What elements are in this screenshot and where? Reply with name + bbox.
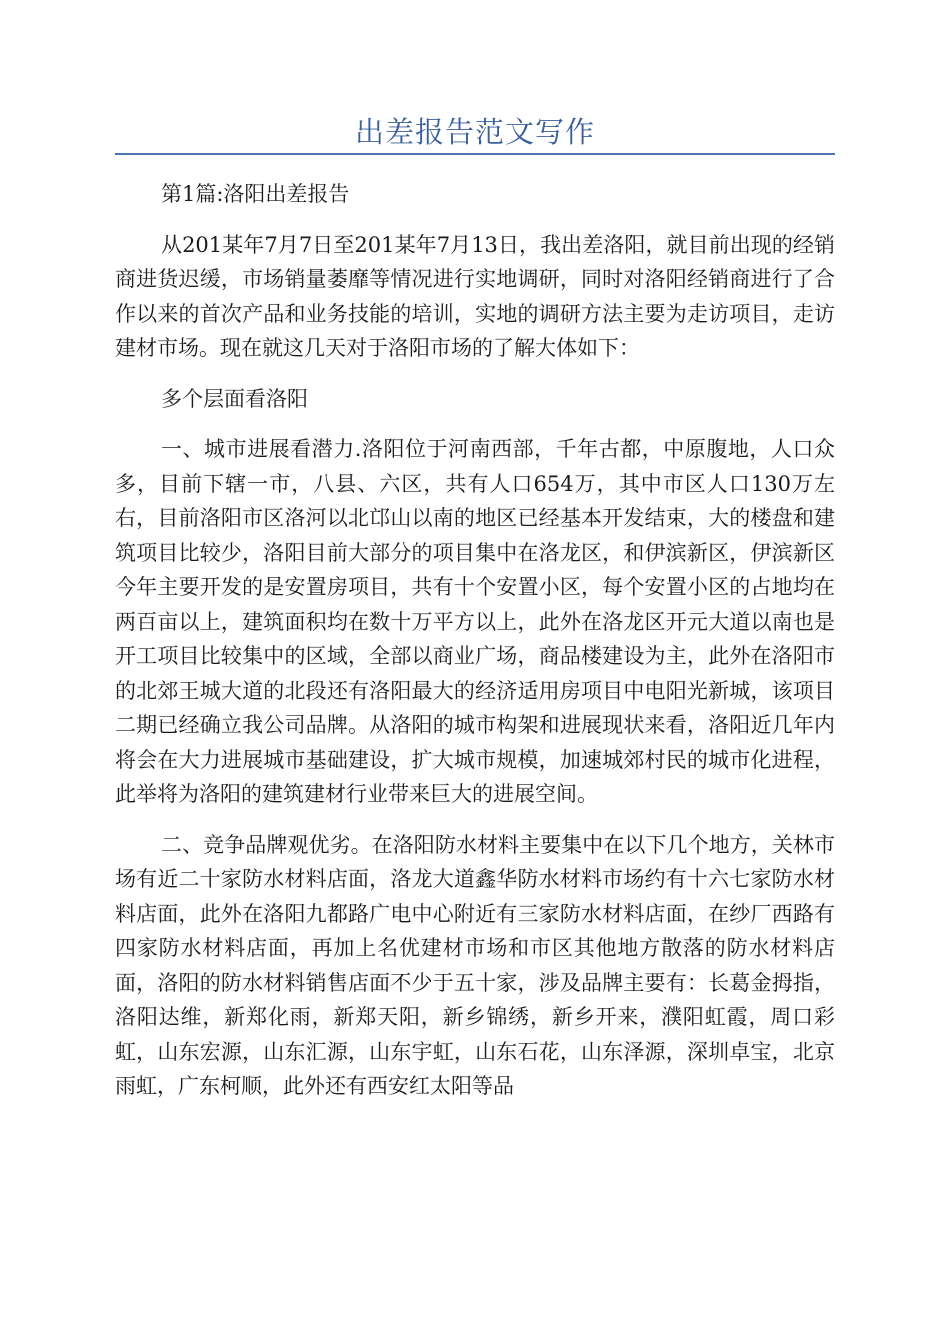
- paragraph: 一、城市进展看潜力.洛阳位于河南西部，千年古都，中原腹地，人口众多，目前下辖一市，八县、六区，共有人口654万，其中市区人口130万左右，目前洛阳市区洛河以北邙山以南的地区已经基本开发结束，大的楼盘和建筑项目比较少，洛阳目前大部分的项目集中在洛龙区，和伊滨新区，伊滨新区今年主要开发的是安置房项目，共有十个安置小区，每个安置小区的占地均在两百亩以上，建筑面积均在数十万平方以上，此外在洛龙区开元大道以南也是开工项目比较集中的区域，全部以商业广场，商品楼建设为主，此外在洛阳市的北郊王城大道的北段还有洛阳最大的经济适用房项目中电阳光新城，该项目二期已经确立我公司品牌。从洛阳的城市构架和进展现状来看，洛阳近几年内将会在大力进展城市基础建设，扩大城市规模，加速城郊村民的城市化进程，此举将为洛阳的建筑建材行业带来巨大的进展空间。: [115, 437, 835, 806]
- paragraph: 从201某年7月7日至201某年7月13日，我出差洛阳，就目前出现的经销商进货迟缓，市场销量萎靡等情况进行实地调研，同时对洛阳经销商进行了合作以来的首次产品和业务技能的培训，实地的调研方法主要为走访项目，走访建材市场。现在就这几天对于洛阳市场的了解大体如下：: [115, 232, 835, 360]
- title-underline: [115, 153, 835, 155]
- section-heading: 第1篇:洛阳出差报告: [161, 182, 350, 206]
- section-heading: 多个层面看洛阳: [161, 386, 308, 411]
- document-title: 出差报告范文写作: [354, 115, 595, 149]
- paragraph: 二、竞争品牌观优劣。在洛阳防水材料主要集中在以下几个地方，关林市场有近二十家防水材料店面，洛龙大道鑫华防水材料市场约有十六七家防水材料店面，此外在洛阳九都路广电中心附近有三家防水材料店面，在纱厂西路有四家防水材料店面，再加上名优建材市场和市区其他地方散落的防水材料店面，洛阳的防水材料销售店面不少于五十家，涉及品牌主要有：长葛金拇指，洛阳达维，新郑化雨，新郑天阳，新乡锦绣，新乡开来，濮阳虹霞，周口彩虹，山东宏源，山东汇源，山东宇虹，山东石花，山东泽源，深圳卓宝，北京雨虹，广东柯顺，此外还有西安红太阳等品: [115, 832, 835, 1098]
- document-body: [115, 177, 835, 1120]
